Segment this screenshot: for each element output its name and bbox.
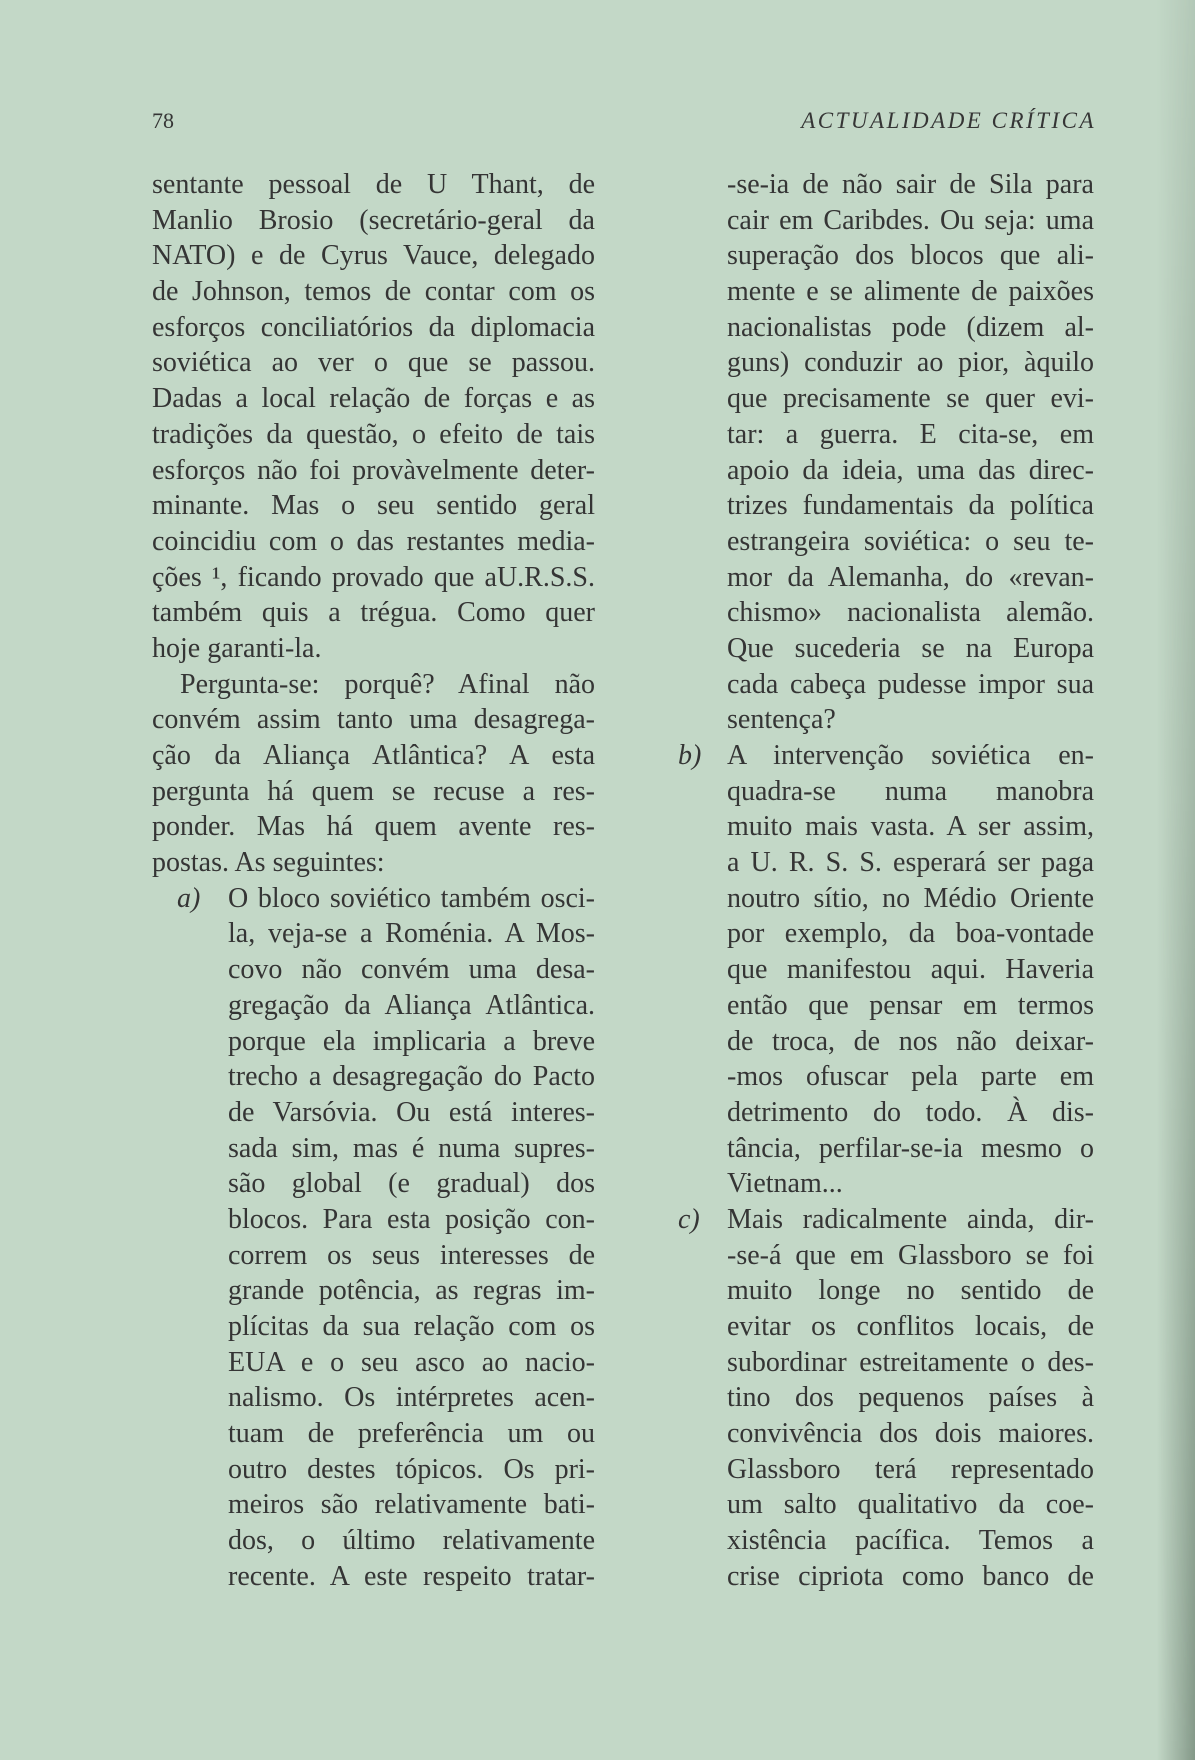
text-line: muito mais vasta. A ser assim, [727, 811, 1094, 843]
text-line: a U. R. S. S. esperará ser paga [727, 847, 1094, 879]
text-line: pergunta há quem se recuse a res- [152, 775, 595, 807]
text-line: subordinar estreitamente o des- [727, 1346, 1094, 1378]
text-line: esforços não foi provàvelmente deter- [152, 454, 595, 486]
text-line: que precisamente se quer evi- [727, 383, 1094, 415]
text-line: Mais radicalmente ainda, dir- [727, 1203, 1094, 1235]
text-line: -mos ofuscar pela parte em [727, 1061, 1094, 1093]
text-line: A intervenção soviética en- [727, 740, 1094, 771]
text-line: cair em Caribdes. Ou seja: uma [727, 204, 1094, 236]
text-line: coincidiu com o das restantes media- [152, 525, 595, 557]
text-line: Manlio Brosio (secretário-geral da [152, 204, 595, 236]
text-line: EUA e o seu asco ao nacio- [228, 1346, 595, 1378]
text-line: de Johnson, temos de contar com os [152, 276, 595, 308]
list-marker: a) [177, 882, 201, 914]
text-line: guns) conduzir ao pior, àquilo [727, 347, 1094, 379]
text-line: muito longe no sentido de [727, 1275, 1094, 1307]
text-line: la, veja-se a Roménia. A Mos- [228, 918, 595, 950]
text-line: grande potência, as regras im- [228, 1275, 595, 1307]
text-line: nalismo. Os intérpretes acen- [228, 1382, 595, 1414]
text-line: postas. As seguintes: [152, 847, 385, 879]
text-line: detrimento do todo. À dis- [727, 1096, 1094, 1128]
paragraph-first-line: Pergunta-se: porquê? Afinal não [180, 668, 595, 700]
text-line: outro destes tópicos. Os pri- [228, 1453, 595, 1485]
text-line: NATO) e de Cyrus Vauce, delegado [152, 240, 595, 272]
text-line: covo não convém uma desa- [228, 954, 595, 986]
text-line: então que pensar em termos [727, 989, 1094, 1021]
text-line: crise cipriota como banco de [727, 1560, 1094, 1592]
list-item-c [678, 1202, 1094, 1238]
text-line: sentença? [727, 704, 836, 736]
text-line: recente. A este respeito tratar- [228, 1560, 595, 1592]
list-marker: b) [678, 740, 702, 771]
text-line: um salto qualitativo da coe- [727, 1489, 1094, 1521]
text-line: plícitas da sua relação com os [228, 1311, 595, 1342]
text-line: hoje garanti-la. [152, 632, 322, 664]
text-line: Vietnam... [727, 1168, 843, 1200]
text-line: blocos. Para esta posição con- [228, 1203, 595, 1235]
text-line: mor da Alemanha, do «revan- [727, 561, 1094, 593]
text-line: nacionalistas pode (dizem al- [727, 311, 1094, 343]
text-line: trecho a desagregação do Pacto [228, 1061, 595, 1093]
text-line: noutro sítio, no Médio Oriente [727, 882, 1094, 914]
text-line: de troca, de nos não deixar- [727, 1025, 1094, 1057]
text-line: chismo» nacionalista alemão. [727, 597, 1094, 629]
page-number: 78 [152, 108, 174, 133]
text-line: -se-ia de não sair de Sila para [727, 169, 1094, 200]
text-line: também quis a trégua. Como quer [152, 597, 595, 629]
text-line: apoio da ideia, uma das direc- [727, 454, 1094, 486]
list-item-b [678, 738, 1094, 774]
text-line: tância, perfilar-se-ia mesmo o [727, 1132, 1094, 1164]
page-edge-shadow [1157, 0, 1195, 1760]
text-line: que manifestou aqui. Haveria [727, 954, 1094, 986]
right-column [678, 167, 1094, 1595]
text-line: correm os seus interesses de [228, 1239, 595, 1271]
text-line: esforços conciliatórios da diplomacia [152, 311, 595, 343]
text-line: são global (e gradual) dos [228, 1168, 595, 1200]
text-line: convém assim tanto uma desagrega- [152, 704, 595, 736]
text-line: estrangeira soviética: o seu te- [727, 525, 1094, 557]
text-line: xistência pacífica. Temos a [727, 1525, 1094, 1557]
text-line: de Varsóvia. Ou está interes- [228, 1096, 595, 1128]
text-line: por exemplo, da boa-vontade [727, 918, 1094, 950]
text-line: quadra-se numa manobra [727, 775, 1094, 807]
list-item-a [177, 881, 595, 917]
text-line: mente e se alimente de paixões [727, 276, 1094, 308]
text-line: minante. Mas o seu sentido geral [152, 490, 595, 522]
text-line: tradições da questão, o efeito de tais [152, 418, 595, 450]
text-line: evitar os conflitos locais, de [727, 1311, 1094, 1342]
text-line: porque ela implicaria a breve [228, 1025, 595, 1057]
text-line: convivência dos dois maiores. [727, 1418, 1094, 1450]
list-marker: c) [678, 1203, 700, 1235]
text-line: O bloco soviético também osci- [228, 882, 595, 914]
text-line: gregação da Aliança Atlântica. [228, 989, 595, 1021]
text-line-footnote-ref: ções ¹, ficando provado que aU.R.S.S. [152, 561, 595, 593]
text-line: trizes fundamentais da política [727, 490, 1094, 522]
text-line: tar: a guerra. E cita-se, em [727, 418, 1094, 450]
text-line: tino dos pequenos países à [727, 1382, 1094, 1414]
text-line: soviética ao ver o que se passou. [152, 347, 595, 379]
text-line: Que sucederia se na Europa [727, 632, 1094, 664]
text-line: sentante pessoal de U Thant, de [152, 169, 595, 200]
text-line: sada sim, mas é numa supres- [228, 1132, 595, 1164]
text-line: cada cabeça pudesse impor sua [727, 668, 1094, 700]
text-line: dos, o último relativamente [228, 1525, 595, 1557]
text-line: superação dos blocos que ali- [727, 240, 1094, 272]
left-column [152, 167, 595, 1595]
text-line: ponder. Mas há quem avente res- [152, 811, 595, 843]
text-line: -se-á que em Glassboro se foi [727, 1239, 1094, 1271]
text-line: tuam de preferência um ou [228, 1418, 595, 1450]
text-line: meiros são relativamente bati- [228, 1489, 595, 1521]
text-line: ção da Aliança Atlântica? A esta [152, 740, 595, 771]
text-line: Dadas a local relação de forças e as [152, 383, 595, 415]
running-title: ACTUALIDADE CRÍTICA [801, 108, 1096, 133]
text-line: Glassboro terá representado [727, 1453, 1094, 1485]
